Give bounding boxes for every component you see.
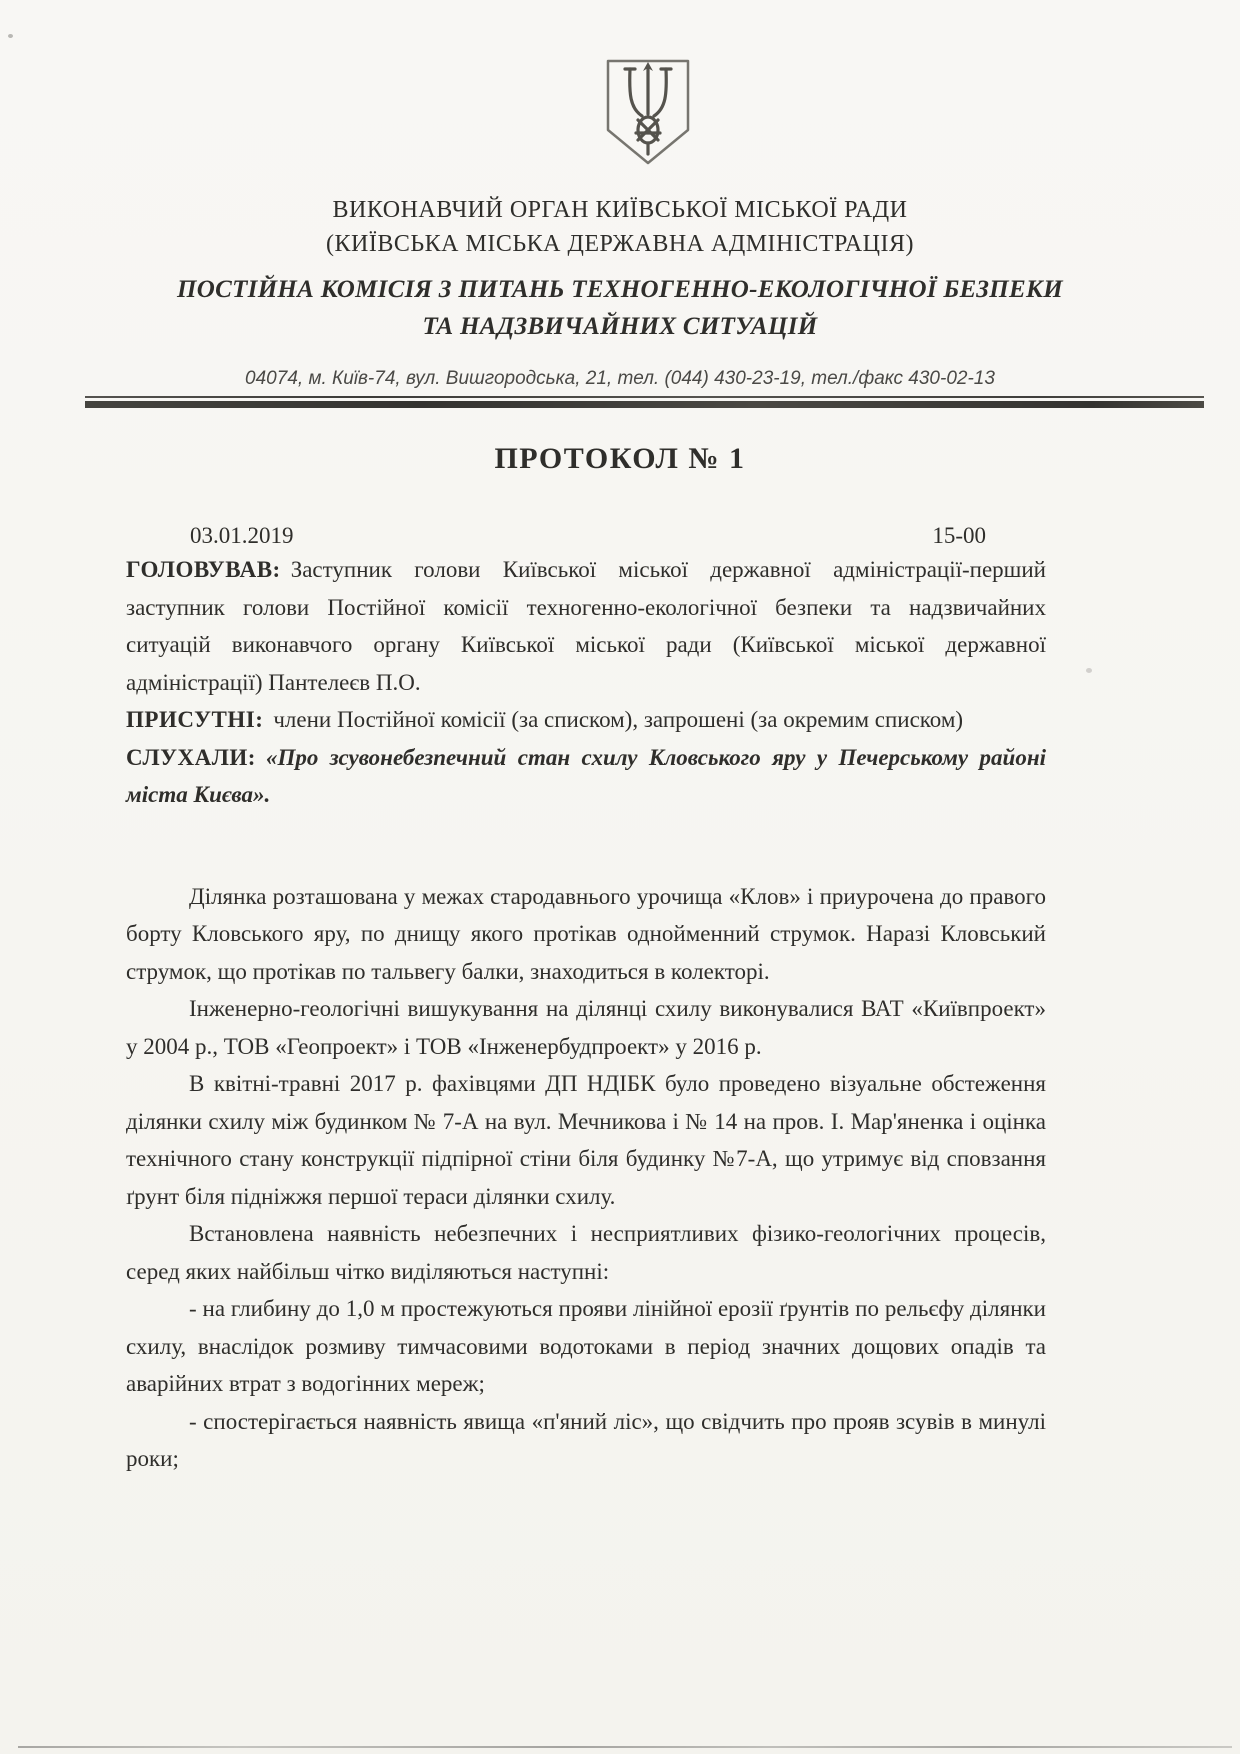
body-paragraph: Ділянка розташована у межах стародавнього урочища «Клов» і приурочена до правого борту Кловського яру, по днищу якого протікав однойменний струмок. Наразі Кловський струмок, що протікав по тальвегу балки, знаходиться в колекторі. bbox=[126, 883, 1046, 984]
present-paragraph bbox=[126, 701, 1046, 739]
scan-edge-line bbox=[18, 1746, 1232, 1748]
heard-paragraph bbox=[126, 739, 1046, 814]
chaired-text: Заступник голови Київської міської державної адміністрації-перший заступник голови Постійної комісії техногенно-екологічної безпеки та надзвичайних ситуацій виконавчого органу Київської міської ради (Київської міської державної адміністрації) Пантелеєв П.О. bbox=[126, 557, 1046, 695]
body-paragraph: В квітні-травні 2017 р. фахівцями ДП НДІБК було проведено візуальне обстеження ділянки схилу між будинком № 7-А на вул. Мечникова і № 14 на пров. І. Мар'яненка і оцінка технічного стану конструкції підпірної стіни біля будинку №7-А, що утримує від сповзання ґрунт біля підніжжя першої тераси ділянки схилу. bbox=[126, 1071, 1046, 1209]
scan-speck bbox=[1086, 668, 1092, 673]
letterhead-divider bbox=[85, 396, 1204, 408]
ukraine-trident-emblem-icon bbox=[600, 56, 696, 168]
letterhead-address: 04074, м. Київ-74, вул. Вишгородська, 21, тел. (044) 430-23-19, тел./факс 430-02-13 bbox=[245, 368, 995, 389]
document-date: 03.01.2019 bbox=[190, 523, 294, 548]
document-time: 15-00 bbox=[932, 523, 986, 548]
org-name-line2: (КИЇВСЬКА МІСЬКА ДЕРЖАВНА АДМІНІСТРАЦІЯ) bbox=[326, 231, 914, 257]
commission-name-line1: ПОСТІЙНА КОМІСІЯ З ПИТАНЬ ТЕХНОГЕННО-ЕКОЛОГІЧНОЇ БЕЗПЕКИ bbox=[177, 276, 1063, 303]
body-paragraph: Інженерно-геологічні вишукування на ділянці схилу виконувалися ВАТ «Київпроект» у 2004 р., ТОВ «Геопроект» і ТОВ «Інженербудпроект» у 2016 р. bbox=[126, 996, 1046, 1059]
chaired-label: ГОЛОВУВАВ: bbox=[126, 557, 281, 582]
body-text-block bbox=[126, 878, 1046, 1478]
letterhead bbox=[0, 0, 1240, 391]
date-time-row bbox=[126, 521, 1046, 551]
chaired-paragraph bbox=[126, 551, 1046, 701]
heard-label: СЛУХАЛИ: bbox=[126, 744, 256, 770]
body-paragraph: Встановлена наявність небезпечних і несприятливих фізико-геологічних процесів, серед яких найбільш чітко виділяються наступні: bbox=[126, 1221, 1046, 1284]
commission-name-line2: ТА НАДЗВИЧАЙНИХ СИТУАЦІЙ bbox=[422, 313, 818, 340]
present-text: члени Постійної комісії (за списком), запрошені (за окремим списком) bbox=[273, 707, 964, 732]
body-paragraph: - спостерігається наявність явища «п'яний ліс», що свідчить про прояв зсувів в минулі роки; bbox=[126, 1408, 1046, 1471]
document-title: ПРОТОКОЛ № 1 bbox=[494, 442, 746, 475]
scan-speck bbox=[8, 34, 13, 38]
body-paragraph: - на глибину до 1,0 м простежуються прояви лінійної ерозії ґрунтів по рельєфу ділянки схилу, внаслідок розмиву тимчасовими водотоками в період значних дощових опадів та аварійних втрат з водогінних мереж; bbox=[126, 1296, 1046, 1396]
divider-thin-rule bbox=[85, 396, 1204, 398]
divider-thick-rule bbox=[85, 401, 1204, 408]
heard-text: «Про зсувонебезпечний стан схилу Кловського яру у Печерському районі міста Києва». bbox=[126, 744, 1046, 807]
document-body bbox=[126, 521, 1046, 1478]
org-name-line1: ВИКОНАВЧИЙ ОРГАН КИЇВСЬКОЇ МІСЬКОЇ РАДИ bbox=[332, 197, 908, 223]
present-label: ПРИСУТНІ: bbox=[126, 707, 264, 732]
